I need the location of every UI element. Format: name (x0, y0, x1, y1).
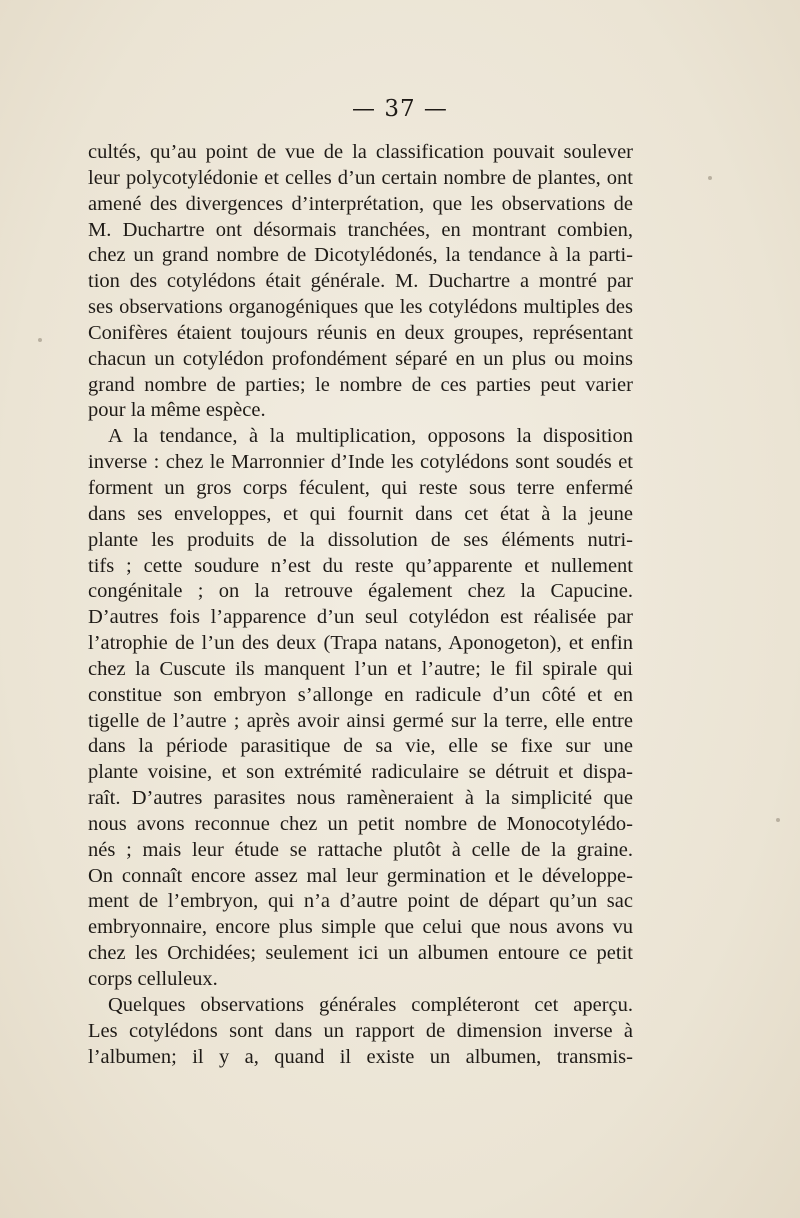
text-line: pour la même espèce. (88, 399, 266, 422)
text-line: l’albumen; il y a, quand il existe un albumen, transmis- (88, 1045, 633, 1068)
text-line: Quelques observations générales compléteront cet aperçu. (108, 993, 633, 1016)
text-line: plante les produits de la dissolution de ses éléments nutri- (88, 528, 633, 551)
body-text (88, 140, 633, 1070)
text-line: A la tendance, à la multiplication, opposons la disposition (108, 425, 633, 448)
text-line: constitue son embryon s’allonge en radicule d’un côté et en (88, 683, 633, 706)
text-line: ses observations organogéniques que les cotylédons multiples des (88, 296, 633, 319)
text-line: chacun un cotylédon profondément séparé en un plus ou moins (88, 347, 633, 370)
text-line: Les cotylédons sont dans un rapport de dimension inverse à (88, 1019, 633, 1042)
text-line: cultés, qu’au point de vue de la classification pouvait soulever (88, 141, 633, 163)
text-line: congénitale ; on la retrouve également chez la Capucine. (88, 580, 633, 603)
text-line: inverse : chez le Marronnier d’Inde les cotylédons sont soudés et (88, 451, 633, 474)
text-line: nous avons reconnue chez un petit nombre de Monocotylédo- (88, 812, 633, 835)
text-line: embryonnaire, encore plus simple que celui que nous avons vu (88, 916, 633, 939)
text-line: tifs ; cette soudure n’est du reste qu’apparente et nullement (88, 554, 633, 577)
text-line: tion des cotylédons était générale. M. Duchartre a montré par (88, 270, 633, 293)
text-line: nés ; mais leur étude se rattache plutôt à celle de la graine. (88, 838, 633, 861)
page-speck (38, 338, 42, 342)
text-line: plante voisine, et son extrémité radiculaire se détruit et dispa- (88, 761, 633, 784)
text-line: l’atrophie de l’un des deux (Trapa natans, Aponogeton), et enfin (88, 632, 633, 655)
text-line: leur polycotylédonie et celles d’un certain nombre de plantes, ont (88, 166, 633, 189)
text-line: raît. D’autres parasites nous ramèneraient à la simplicité que (88, 787, 633, 810)
page-speck (708, 176, 712, 180)
page-speck (776, 818, 780, 822)
text-line: dans la période parasitique de sa vie, elle se fixe sur une (88, 735, 633, 758)
text-line: chez la Cuscute ils manquent l’un et l’autre; le fil spirale qui (88, 657, 633, 680)
text-line: corps celluleux. (88, 968, 218, 990)
text-line: Conifères étaient toujours réunis en deux groupes, représentant (88, 321, 633, 344)
text-line: amené des divergences d’interprétation, que les observations de (88, 192, 633, 215)
text-line: chez un grand nombre de Dicotylédonés, la tendance à la parti- (88, 244, 633, 267)
text-line: ment de l’embryon, qui n’a d’autre point de départ qu’un sac (88, 890, 633, 913)
text-line: On connaît encore assez mal leur germination et le développe- (88, 864, 633, 887)
text-line: grand nombre de parties; le nombre de ces parties peut varier (88, 373, 633, 396)
page-number: — 37 — (352, 96, 448, 122)
text-line: tigelle de l’autre ; après avoir ainsi germé sur la terre, elle entre (88, 709, 633, 732)
text-line: D’autres fois l’apparence d’un seul cotylédon est réalisée par (88, 606, 633, 629)
text-line: dans ses enveloppes, et qui fournit dans cet état à la jeune (88, 502, 633, 525)
text-line: M. Duchartre ont désormais tranchées, en montrant combien, (88, 218, 633, 241)
text-line: forment un gros corps féculent, qui reste sous terre enfermé (88, 476, 633, 499)
text-line: chez les Orchidées; seulement ici un albumen entoure ce petit (88, 942, 633, 965)
